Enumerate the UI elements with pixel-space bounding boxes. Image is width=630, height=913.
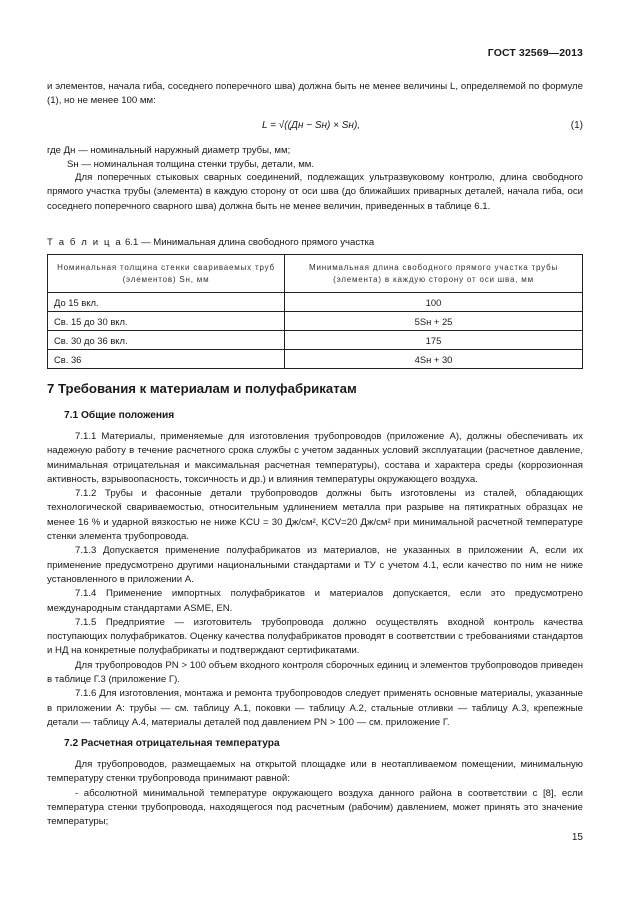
- para-7-2-a: Для трубопроводов, размещаемых на открытой площадке или в неотапливаемом помещении, минимальную температуру стенки трубопровода принимают равной:: [47, 759, 583, 785]
- para-7-1-3: 7.1.3 Допускается применение полуфабрикатов из материалов, не указанных в приложении А, если их применение предусмотрено другими национальными стандартами и ТУ с учетом 4.1, если качество по ним не ниже установленного в приложении А.: [47, 545, 583, 585]
- para-7-1-1: 7.1.1 Материалы, применяемые для изготовления трубопроводов (приложение А), должны обеспечивать их надежную работу в течение расчетного срока службы с учетом заданных условий эксплуатации (расчетное давление, минимальная отрицательная и максимальная расчетная температуры), состава и характера среды (коррозионная активность, взрывоопасность, токсичность и др.) и влияния температуры окружающего воздуха.: [47, 431, 583, 485]
- intro-paragraph: и элементов, начала гиба, соседнего поперечного шва) должна быть не менее величины L, определяемой по формуле (1), но не менее 100 мм:: [47, 81, 583, 107]
- para-7-1-5-pn: Для трубопроводов PN > 100 объем входного контроля сборочных единиц и элементов трубопроводов приведен в таблице Г.3 (приложение Г).: [47, 659, 583, 686]
- para-7-2-b: - абсолютной минимальной температуре окружающего воздуха данного района в соответствии с [8], если температура стенки трубопровода, находящегося под расчетным (рабочим) давлением, может принять это значение температуры;: [47, 787, 583, 828]
- para-7-1-4: 7.1.4 Применение импортных полуфабрикатов и материалов допускается, если это предусмотрено международным стандартами ASME, EN.: [47, 588, 583, 614]
- section-7-title: 7 Требования к материалам и полуфабрикатам: [47, 381, 357, 396]
- table-row: Св. 15 до 30 вкл. 5Sн + 25: [48, 312, 583, 331]
- legend-dn: где Дн — номинальный наружный диаметр трубы, мм;: [47, 145, 291, 156]
- legend-sn: Sн — номинальная толщина стенки трубы, детали, мм.: [67, 158, 315, 170]
- subsection-7-2-title: 7.2 Расчетная отрицательная температура: [64, 738, 280, 749]
- formula-number: (1): [570, 120, 583, 131]
- para-7-1-2: 7.1.2 Трубы и фасонные детали трубопроводов должны быть изготовлены из сталей, обладающих технологической свариваемостью, относительным удлинением металла при разрыве на пятикратных образцах не менее 16 % и ударной вязкостью не ниже KCU = 30 Дж/см², KCV=20 Дж/см² при минимальной расчетной температуре стенки элемента трубопровода.: [47, 488, 583, 543]
- table-caption: Т а б л и ц а 6.1 — Минимальная длина свободного прямого участка: [47, 237, 375, 248]
- para-7-1-6: 7.1.6 Для изготовления, монтажа и ремонта трубопроводов следует применять основные материалы, указанные в приложении А: трубы — см. таблицу А.1, поковки — таблицу А.2, стальные отливки — таблицу А.3, крепежные детали — таблицу А.4, материалы деталей под давлением PN > 100 — см. приложение Г.: [47, 688, 583, 728]
- document-code: ГОСТ 32569—2013: [487, 47, 583, 59]
- section-7-2-text: [47, 758, 583, 829]
- para-7-1-5: 7.1.5 Предприятие — изготовитель трубопровода должно осуществлять входной контроль качества поступающих полуфабрикатов. Оценку качества полуфабрикатов проводят в соответствии с требованиями стандартов и НД на конкретные полуфабрикаты и подтверждают сертификатами.: [47, 616, 583, 657]
- table-row: До 15 вкл. 100: [48, 293, 583, 312]
- ultrasonic-paragraph: Для поперечных стыковых сварных соединений, подлежащих ультразвуковому контролю, длина свободного прямого участка трубы (элемента) в каждую сторону от оси шва (до ближайших приварных деталей, начала гиба, оси соседнего поперечного сварного шва) должна быть не менее величин, приведенных в таблице 6.1.: [47, 172, 583, 212]
- page-number: 15: [571, 832, 583, 843]
- min-length-table: [47, 254, 583, 369]
- formula-1: L = √((Дн − Sн) × Sн),: [262, 120, 361, 131]
- table-row: Св. 36 4Sн + 30: [48, 350, 583, 369]
- col-header-thickness: Номинальная толщина стенки свариваемых труб (элементов) Sн, мм: [48, 255, 285, 293]
- subsection-7-1-title: 7.1 Общие положения: [64, 410, 175, 421]
- col-header-length: Минимальная длина свободного прямого участка трубы (элемента) в каждую сторону от оси шва, мм: [285, 255, 583, 293]
- table-row: Св. 30 до 36 вкл. 175: [48, 331, 583, 350]
- section-7-1-text: [47, 430, 583, 730]
- formula-legend: [47, 144, 314, 171]
